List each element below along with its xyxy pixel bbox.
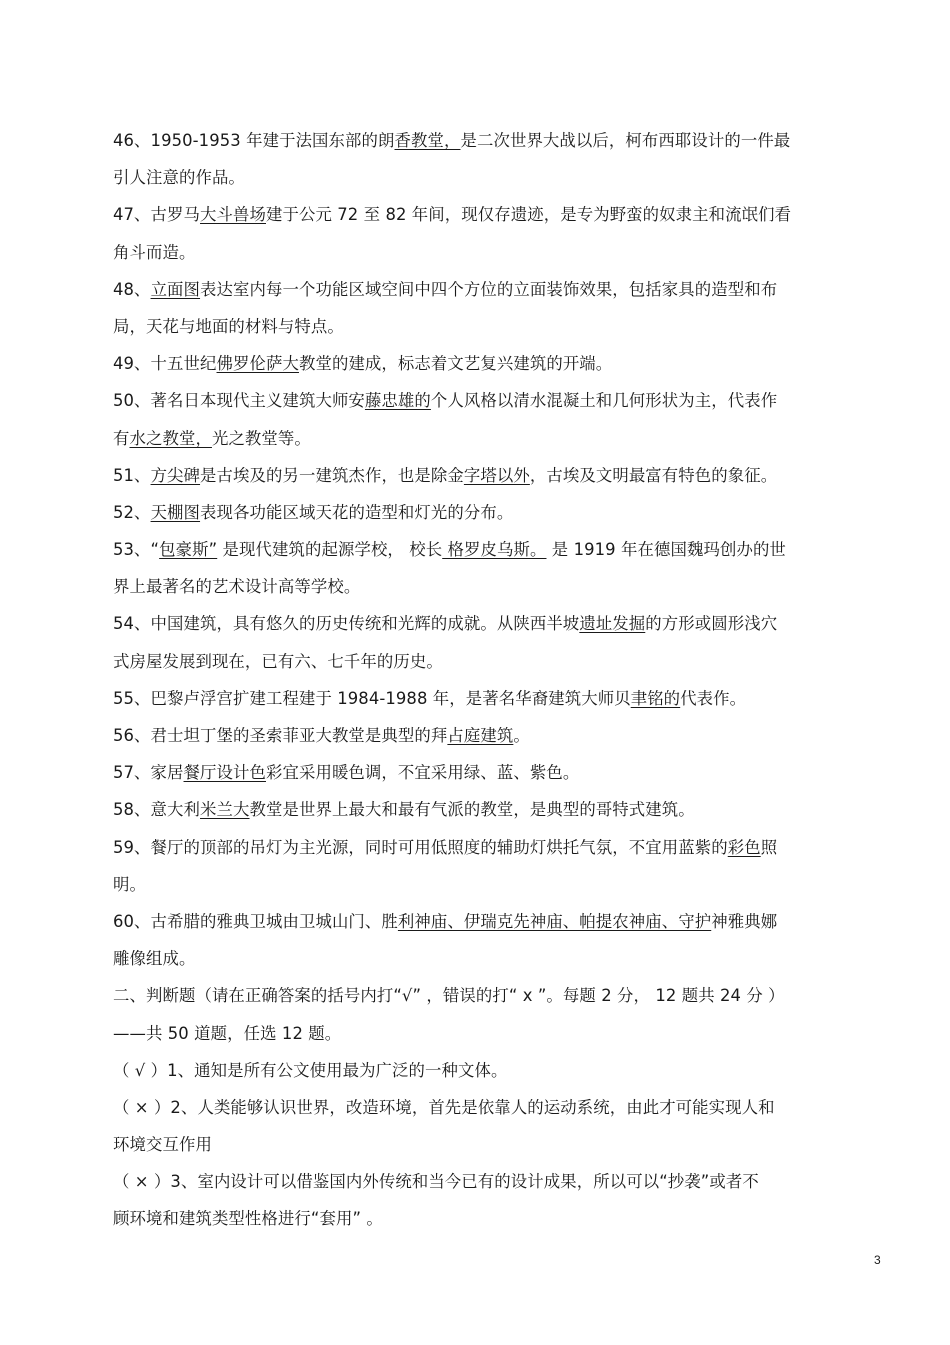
question-q56 bbox=[113, 717, 873, 754]
text-line bbox=[113, 308, 873, 345]
text-line bbox=[113, 643, 873, 680]
underlined-answer: 包豪斯” bbox=[159, 540, 218, 560]
text-segment: 48、 bbox=[113, 279, 151, 299]
text-line bbox=[113, 791, 873, 828]
underlined-answer: 大斗兽场 bbox=[200, 205, 266, 225]
underlined-answer: 米兰大 bbox=[200, 800, 250, 820]
underlined-answer: 立面图 bbox=[150, 279, 201, 299]
underlined-answer: 利神庙、伊瑞克先神庙、帕提农神庙、守护 bbox=[397, 911, 712, 931]
text-segment: 的方形或圆形浅穴 bbox=[645, 614, 778, 634]
text-line bbox=[113, 568, 873, 605]
question-q49 bbox=[113, 345, 873, 382]
text-segment: 57、家居 bbox=[113, 763, 184, 783]
underlined-answer: 占庭建筑 bbox=[447, 726, 514, 745]
text-line bbox=[113, 420, 873, 457]
text-segment: 53、“ bbox=[113, 540, 160, 560]
text-segment: 58、意大利 bbox=[113, 800, 201, 820]
text-segment: 有 bbox=[113, 428, 130, 448]
text-segment: 是二次世界大战以后，柯布西耶设计的一件最 bbox=[460, 131, 791, 150]
question-q47 bbox=[113, 196, 873, 270]
text-line bbox=[113, 345, 873, 382]
text-segment: 顾环境和建筑类型性格进行“套用” 。 bbox=[113, 1209, 383, 1229]
text-segment: 50、著名日本现代主义建筑大师安 bbox=[113, 391, 365, 411]
underlined-answer: 天棚图 bbox=[150, 502, 201, 522]
text-segment: 52、 bbox=[113, 502, 151, 522]
text-segment: 54、中国建筑，具有悠久的历史传统和光辉的成就。从陕西半坡 bbox=[113, 614, 580, 634]
text-line bbox=[113, 531, 873, 568]
text-segment: 。 bbox=[513, 726, 530, 745]
question-q48 bbox=[113, 271, 873, 345]
text-segment: （ × ）3、室内设计可以借鉴国内外传统和当今已有的设计成果，所以可以“抄袭”或者不 bbox=[113, 1172, 759, 1192]
text-line bbox=[113, 234, 873, 271]
underlined-answer: 格罗皮乌斯。 bbox=[442, 540, 547, 560]
text-line bbox=[113, 494, 873, 531]
text-segment: 59、餐厅的顶部的吊灯为主光源，同时可用低照度的辅助灯烘托气氛，不宜用蓝紫的 bbox=[113, 837, 728, 857]
text-segment: 二、判断题（请在正确答案的括号内打“√” ，错误的打“ x ”。每题 2 分， 12 题共 24 分 ） bbox=[113, 986, 785, 1006]
text-segment: 式房屋发展到现在，已有六、七千年的历史。 bbox=[113, 651, 443, 671]
text-segment: 是古埃及的另一建筑杰作，也是除金 bbox=[200, 465, 464, 485]
question-section2 bbox=[113, 977, 873, 1051]
text-line bbox=[113, 940, 873, 977]
text-segment: 代表作。 bbox=[680, 688, 747, 708]
question-tf2 bbox=[113, 1089, 873, 1163]
text-segment: 彩宜采用暖色调，不宜采用绿、蓝、紫色。 bbox=[265, 763, 580, 783]
question-q58 bbox=[113, 791, 873, 828]
text-segment: 表达室内每一个功能区域空间中四个方位的立面装饰效果，包括家具的造型和布 bbox=[200, 279, 778, 299]
text-segment: 教堂是世界上最大和最有气派的教堂，是典型的哥特式建筑。 bbox=[249, 800, 695, 820]
text-segment: 环境交互作用 bbox=[113, 1135, 212, 1155]
question-q55 bbox=[113, 680, 873, 717]
text-line bbox=[113, 196, 873, 233]
text-line bbox=[113, 1052, 873, 1089]
question-q52 bbox=[113, 494, 873, 531]
text-segment: 55、巴黎卢浮宫扩建工程建于 1984-1988 年，是著名华裔建筑大师贝 bbox=[113, 688, 631, 708]
question-q46 bbox=[113, 122, 873, 196]
page-number: 3 bbox=[874, 1253, 881, 1267]
text-segment: 界上最著名的艺术设计高等学校。 bbox=[113, 577, 361, 597]
question-q53 bbox=[113, 531, 873, 605]
text-segment: 51、 bbox=[113, 465, 151, 485]
text-segment: 是 1919 年在德国魏玛创办的世 bbox=[546, 540, 786, 560]
text-line bbox=[113, 605, 873, 642]
text-segment: 明。 bbox=[113, 874, 146, 894]
text-line bbox=[113, 159, 873, 196]
underlined-answer: 遗址发掘 bbox=[579, 614, 646, 634]
text-segment: 是现代建筑的起源学校， 校长 bbox=[217, 540, 443, 560]
underlined-answer: 香教堂， bbox=[394, 131, 461, 150]
text-line bbox=[113, 1163, 873, 1200]
text-line bbox=[113, 1089, 873, 1126]
underlined-answer: 佛罗伦萨大 bbox=[216, 354, 299, 374]
text-segment: 照 bbox=[760, 837, 778, 857]
text-segment: 建于公元 72 至 82 年间，现仅存遗迹，是专为野蛮的奴隶主和流氓们看 bbox=[266, 205, 792, 225]
text-line bbox=[113, 829, 873, 866]
text-line bbox=[113, 977, 873, 1014]
question-tf3 bbox=[113, 1163, 873, 1237]
text-line bbox=[113, 1200, 873, 1237]
text-segment: 引人注意的作品。 bbox=[113, 168, 245, 188]
question-q51 bbox=[113, 457, 873, 494]
question-tf1 bbox=[113, 1052, 873, 1089]
text-segment: 60、古希腊的雅典卫城由卫城山门、胜 bbox=[113, 911, 398, 931]
underlined-answer: 水之教堂， bbox=[129, 428, 212, 448]
document-body bbox=[113, 122, 873, 1238]
underlined-answer: 聿铭的 bbox=[630, 688, 681, 708]
text-segment: 表现各功能区域天花的造型和灯光的分布。 bbox=[200, 502, 514, 522]
underlined-answer: 藤忠雄的 bbox=[364, 391, 431, 411]
underlined-answer: 方尖碑 bbox=[150, 465, 201, 485]
question-q59 bbox=[113, 829, 873, 903]
text-line bbox=[113, 1126, 873, 1163]
text-segment: （ √ ）1、通知是所有公文使用最为广泛的一种文体。 bbox=[113, 1060, 508, 1080]
question-q60 bbox=[113, 903, 873, 977]
text-line bbox=[113, 271, 873, 308]
underlined-answer: 餐厅设计色 bbox=[183, 763, 266, 783]
text-segment: 雕像组成。 bbox=[113, 949, 196, 969]
text-segment: 角斗而造。 bbox=[113, 242, 196, 262]
text-segment: 49、十五世纪 bbox=[113, 354, 217, 374]
text-line bbox=[113, 457, 873, 494]
text-line bbox=[113, 122, 873, 159]
text-segment: 56、君士坦丁堡的圣索菲亚大教堂是典型的拜 bbox=[113, 726, 448, 745]
text-line bbox=[113, 903, 873, 940]
text-line bbox=[113, 866, 873, 903]
question-q57 bbox=[113, 754, 873, 791]
underlined-answer: 字塔以外 bbox=[463, 465, 530, 485]
text-line bbox=[113, 680, 873, 717]
text-segment: 光之教堂等。 bbox=[211, 428, 311, 448]
text-segment: 神雅典娜 bbox=[711, 911, 778, 931]
text-line bbox=[113, 382, 873, 419]
text-segment: （ × ）2、人类能够认识世界，改造环境，首先是依靠人的运动系统，由此才可能实现人和 bbox=[113, 1097, 775, 1117]
text-segment: 局，天花与地面的材料与特点。 bbox=[113, 316, 344, 336]
text-segment: 个人风格以清水混凝土和几何形状为主，代表作 bbox=[430, 391, 778, 411]
text-line bbox=[113, 1015, 873, 1052]
text-line bbox=[113, 754, 873, 791]
question-q50 bbox=[113, 382, 873, 456]
text-segment: ，古埃及文明最富有特色的象征。 bbox=[529, 465, 778, 485]
text-line bbox=[113, 717, 873, 754]
text-segment: ——共 50 道题，任选 12 题。 bbox=[113, 1023, 342, 1043]
text-segment: 教堂的建成，标志着文艺复兴建筑的开端。 bbox=[298, 354, 613, 374]
text-segment: 46、1950-1953 年建于法国东部的朗 bbox=[113, 131, 395, 150]
text-segment: 47、古罗马 bbox=[113, 205, 201, 225]
underlined-answer: 彩色 bbox=[727, 837, 761, 857]
question-q54 bbox=[113, 605, 873, 679]
